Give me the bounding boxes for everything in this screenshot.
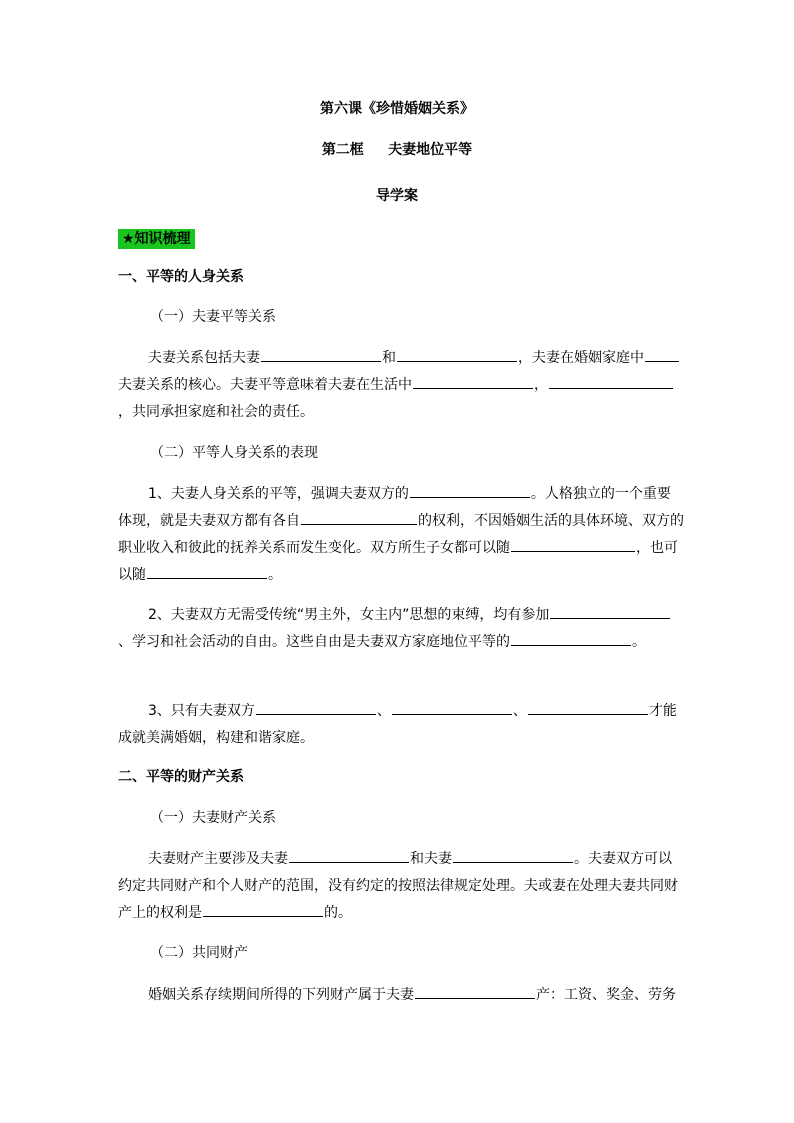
- subsection-title-property-relation: （一）夫妻财产关系: [150, 810, 276, 826]
- frame-title-topic: 夫妻地位平等: [388, 142, 473, 158]
- paragraph-point-1: [118, 481, 684, 589]
- fill-blank[interactable]: [147, 564, 267, 579]
- subsection-title-manifestation: （二）平等人身关系的表现: [150, 445, 318, 461]
- section-title-property: 二、平等的财产关系: [118, 769, 244, 785]
- text-segment: 婚姻关系存续期间所得的下列财产属于夫妻: [148, 987, 414, 1003]
- paragraph-point-2: [118, 602, 684, 656]
- text-segment: 产：工资、奖金、劳务: [536, 987, 676, 1003]
- fill-blank[interactable]: [413, 374, 533, 389]
- text-segment: 、学习和社会活动的自由。这些自由是夫妻双方家庭地位平等的: [118, 634, 510, 650]
- lesson-title: 第六课《珍惜婚姻关系》: [320, 101, 474, 117]
- fill-blank[interactable]: [645, 347, 679, 362]
- text-segment: 1、夫妻人身关系的平等，强调夫妻双方的: [148, 486, 409, 502]
- paragraph-point-3: [118, 698, 684, 752]
- fill-blank[interactable]: [301, 510, 417, 525]
- text-segment: 和夫妻: [410, 851, 452, 867]
- text-segment: ，也可以随: [118, 540, 678, 583]
- text-segment: 夫妻关系的核心。夫妻平等意味着夫妻在生活中: [118, 377, 412, 393]
- text-segment: 和: [382, 350, 396, 366]
- text-segment: ，: [118, 404, 132, 420]
- fill-blank[interactable]: [256, 700, 376, 715]
- subsection-title-common-property: （二）共同财产: [150, 945, 248, 961]
- frame-title-number: 第二框: [321, 142, 364, 158]
- fill-blank[interactable]: [397, 347, 517, 362]
- text-segment: 3、只有夫妻双方: [148, 703, 255, 719]
- text-segment: 才能成就美满婚姻，构建和谐家庭。: [118, 703, 677, 746]
- text-segment: 的。: [324, 905, 352, 921]
- paragraph-common-property: [118, 982, 684, 1009]
- fill-blank[interactable]: [511, 631, 631, 646]
- knowledge-badge: ★知识梳理: [118, 229, 195, 249]
- text-segment: 2、夫妻双方无需受传统“男主外，女主内”思想的束缚，均有参加: [148, 607, 550, 623]
- paragraph-property-relation: [118, 846, 684, 927]
- paragraph-equal-relation: [118, 345, 684, 426]
- fill-blank[interactable]: [549, 374, 673, 389]
- text-segment: 夫妻关系包括夫妻: [148, 350, 260, 366]
- section-title-personal: 一、平等的人身关系: [118, 269, 244, 285]
- fill-blank[interactable]: [528, 700, 648, 715]
- text-segment: 的权利，不因婚姻生活的具体环境、双方的职业收入和彼此的抚养关系而发生变化。双方所生子女都可以随: [118, 513, 684, 556]
- text-segment: ，夫妻在婚姻家庭中: [518, 350, 644, 366]
- subsection-title-equal-relation: （一）夫妻平等关系: [150, 309, 276, 325]
- fill-blank[interactable]: [289, 848, 409, 863]
- frame-title: [0, 139, 794, 159]
- text-segment: 共同承担家庭和社会的责任。: [132, 404, 314, 420]
- text-segment: 夫妻财产主要涉及夫妻: [148, 851, 288, 867]
- text-segment: 。: [268, 567, 282, 583]
- fill-blank[interactable]: [410, 483, 530, 498]
- fill-blank[interactable]: [550, 604, 670, 619]
- text-segment: ，: [534, 377, 548, 393]
- guide-title: 导学案: [376, 188, 418, 204]
- fill-blank[interactable]: [261, 347, 381, 362]
- fill-blank[interactable]: [203, 902, 323, 917]
- text-segment: 。夫妻双方可以约定共同财产和个人财产的范围，没有约定的按照法律规定处理。夫或妻在处理夫妻共同财产上的权利是: [118, 851, 678, 921]
- text-segment: 、: [512, 703, 527, 719]
- text-segment: 、: [376, 703, 391, 719]
- fill-blank[interactable]: [453, 848, 573, 863]
- fill-blank[interactable]: [392, 700, 512, 715]
- fill-blank[interactable]: [415, 984, 535, 999]
- text-segment: 。: [632, 634, 646, 650]
- fill-blank[interactable]: [511, 537, 635, 552]
- text-segment: 。人格独立的一个重要体现，就是夫妻双方都有各自: [118, 486, 671, 529]
